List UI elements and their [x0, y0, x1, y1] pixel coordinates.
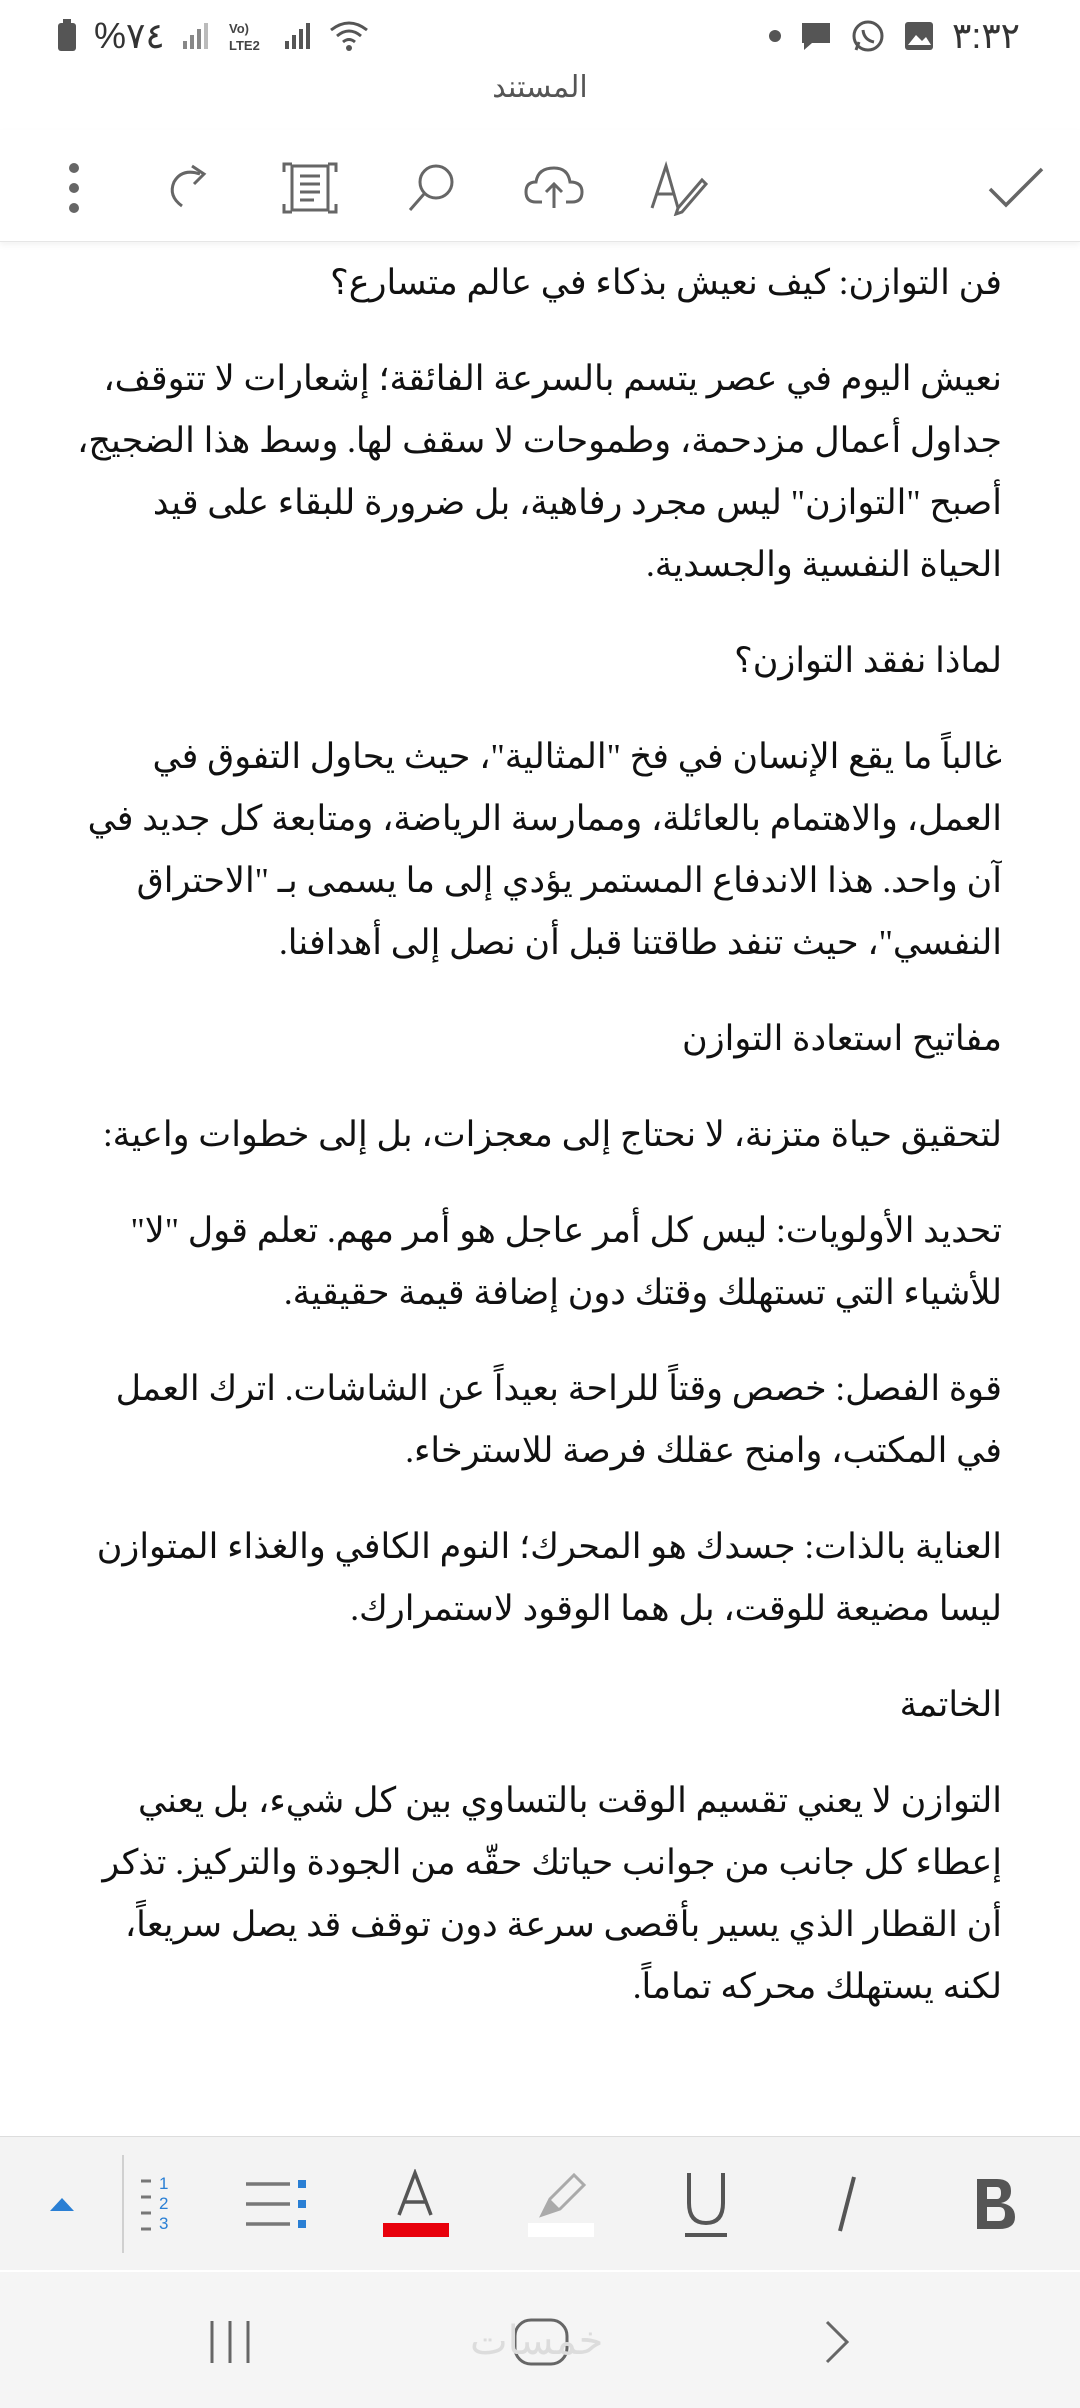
bold-button[interactable]	[952, 2162, 1036, 2246]
highlighter-icon	[526, 2169, 596, 2239]
watermark-logo: خمسات	[470, 2318, 604, 2364]
svg-text:LTE2: LTE2	[228, 38, 260, 53]
gallery-icon	[902, 19, 936, 53]
svg-text:2: 2	[159, 2194, 169, 2213]
paragraph: نعيش اليوم في عصر يتسم بالسرعة الفائقة؛ إشعارات لا تتوقف، جداول أعمال مزدحمة، وطموحات لا سقف لها. وسط هذا الضجيج، أصبح "التوازن" ليس مجرد رفاهية، بل ضرورة للبقاء على قيد الحياة النفسية والجسدية.	[77, 359, 1002, 584]
paragraph: التوازن لا يعني تقسيم الوقت بالتساوي بين كل شيء، بل يعني إعطاء كل جانب من جوانب حياتك حقّه من الجودة والتركيز. تذكر أن القطار الذي يسير بأقصى سرعة دون توقف قد يصل سريعاً، لكنه يستهلك محركه تماماً.	[102, 1781, 1002, 2006]
highlight-button[interactable]	[519, 2162, 603, 2246]
status-right	[768, 15, 1020, 57]
bullet-list-icon	[242, 2176, 310, 2232]
paragraph: قوة الفصل: خصص وقتاً للراحة بعيداً عن الشاشات. اترك العمل في المكتب، وامنح عقلك فرصة للاسترخاء.	[115, 1369, 1002, 1470]
document-body[interactable]	[70, 252, 1002, 2132]
status-left	[56, 15, 369, 57]
whatsapp-icon	[850, 18, 886, 54]
chat-bubble-icon	[798, 19, 834, 53]
back-button[interactable]	[812, 2312, 862, 2372]
signal-icon	[181, 21, 211, 51]
font-color-button[interactable]	[374, 2162, 458, 2246]
recent-apps-icon	[206, 2319, 254, 2365]
paragraph-heading: الخاتمة	[899, 1685, 1002, 1724]
wifi-icon	[329, 20, 369, 52]
cloud-upload-icon	[522, 160, 586, 216]
svg-text:Vo): Vo)	[228, 21, 249, 36]
format-bar	[0, 2136, 1080, 2270]
paragraph: العناية بالذات: جسدك هو المحرك؛ النوم الكافي والغذاء المتوازن ليسا مضيعة للوقت، بل هما الوقود لاستمرارك.	[96, 1527, 1002, 1628]
svg-text:1: 1	[159, 2174, 169, 2193]
paragraph: غالباً ما يقع الإنسان في فخ "المثالية"، حيث يحاول التفوق في العمل، والاهتمام بالعائلة، وممارسة الرياضة، ومتابعة كل جديد في آن واحد. هذا الاندفاع المستمر يؤدي إلى ما يسمى بـ "الاحتراق النفسي"، حيث تنفد طاقتنا قبل أن نصل إلى أهدافنا.	[87, 737, 1002, 962]
search-button[interactable]	[400, 156, 464, 220]
redo-icon	[164, 160, 220, 216]
document-title: المستند	[492, 70, 588, 105]
pen-format-icon	[648, 160, 708, 216]
underline-icon	[681, 2169, 731, 2239]
numbered-list-button[interactable]	[118, 2162, 202, 2246]
redo-button[interactable]	[160, 156, 224, 220]
check-icon	[986, 163, 1046, 213]
edit-format-button[interactable]	[646, 156, 710, 220]
italic-button[interactable]	[806, 2162, 890, 2246]
underline-button[interactable]	[664, 2162, 748, 2246]
reading-view-button[interactable]	[278, 156, 342, 220]
volte-icon	[227, 18, 267, 54]
recent-apps-button[interactable]	[200, 2312, 260, 2372]
cloud-upload-button[interactable]	[522, 156, 586, 220]
font-color-icon	[381, 2169, 451, 2239]
reading-view-icon	[280, 158, 340, 218]
done-button[interactable]	[984, 156, 1048, 220]
italic-icon	[828, 2173, 868, 2235]
numbered-list-icon	[137, 2173, 183, 2235]
paragraph: تحديد الأولويات: ليس كل أمر عاجل هو أمر مهم. تعلم قول "لا" للأشياء التي تستهلك وقتك دون إضافة قيمة حقيقية.	[130, 1211, 1002, 1312]
status-bar	[0, 0, 1080, 72]
top-toolbar	[0, 130, 1080, 242]
paragraph-title: فن التوازن: كيف نعيش بذكاء في عالم متسارع؟	[330, 263, 1002, 302]
paragraph-heading: مفاتيح استعادة التوازن	[682, 1019, 1002, 1058]
more-vert-icon	[64, 160, 84, 216]
bold-icon	[971, 2175, 1017, 2233]
notification-dot-icon	[768, 29, 782, 43]
search-icon	[404, 160, 460, 216]
signal-icon-2	[283, 21, 313, 51]
battery-icon	[56, 19, 78, 53]
battery-level: %٧٤	[94, 15, 165, 56]
more-options-button[interactable]	[42, 156, 106, 220]
svg-text:3: 3	[159, 2214, 169, 2233]
caret-up-icon	[48, 2195, 76, 2213]
clock: ٣:٣٢	[951, 15, 1020, 56]
collapse-up-button[interactable]	[36, 2162, 88, 2246]
bullet-list-button[interactable]	[234, 2162, 318, 2246]
chevron-right-icon	[821, 2318, 853, 2366]
paragraph-heading: لماذا نفقد التوازن؟	[734, 641, 1002, 680]
paragraph: لتحقيق حياة متزنة، لا نحتاج إلى معجزات، بل إلى خطوات واعية:	[102, 1115, 1002, 1154]
